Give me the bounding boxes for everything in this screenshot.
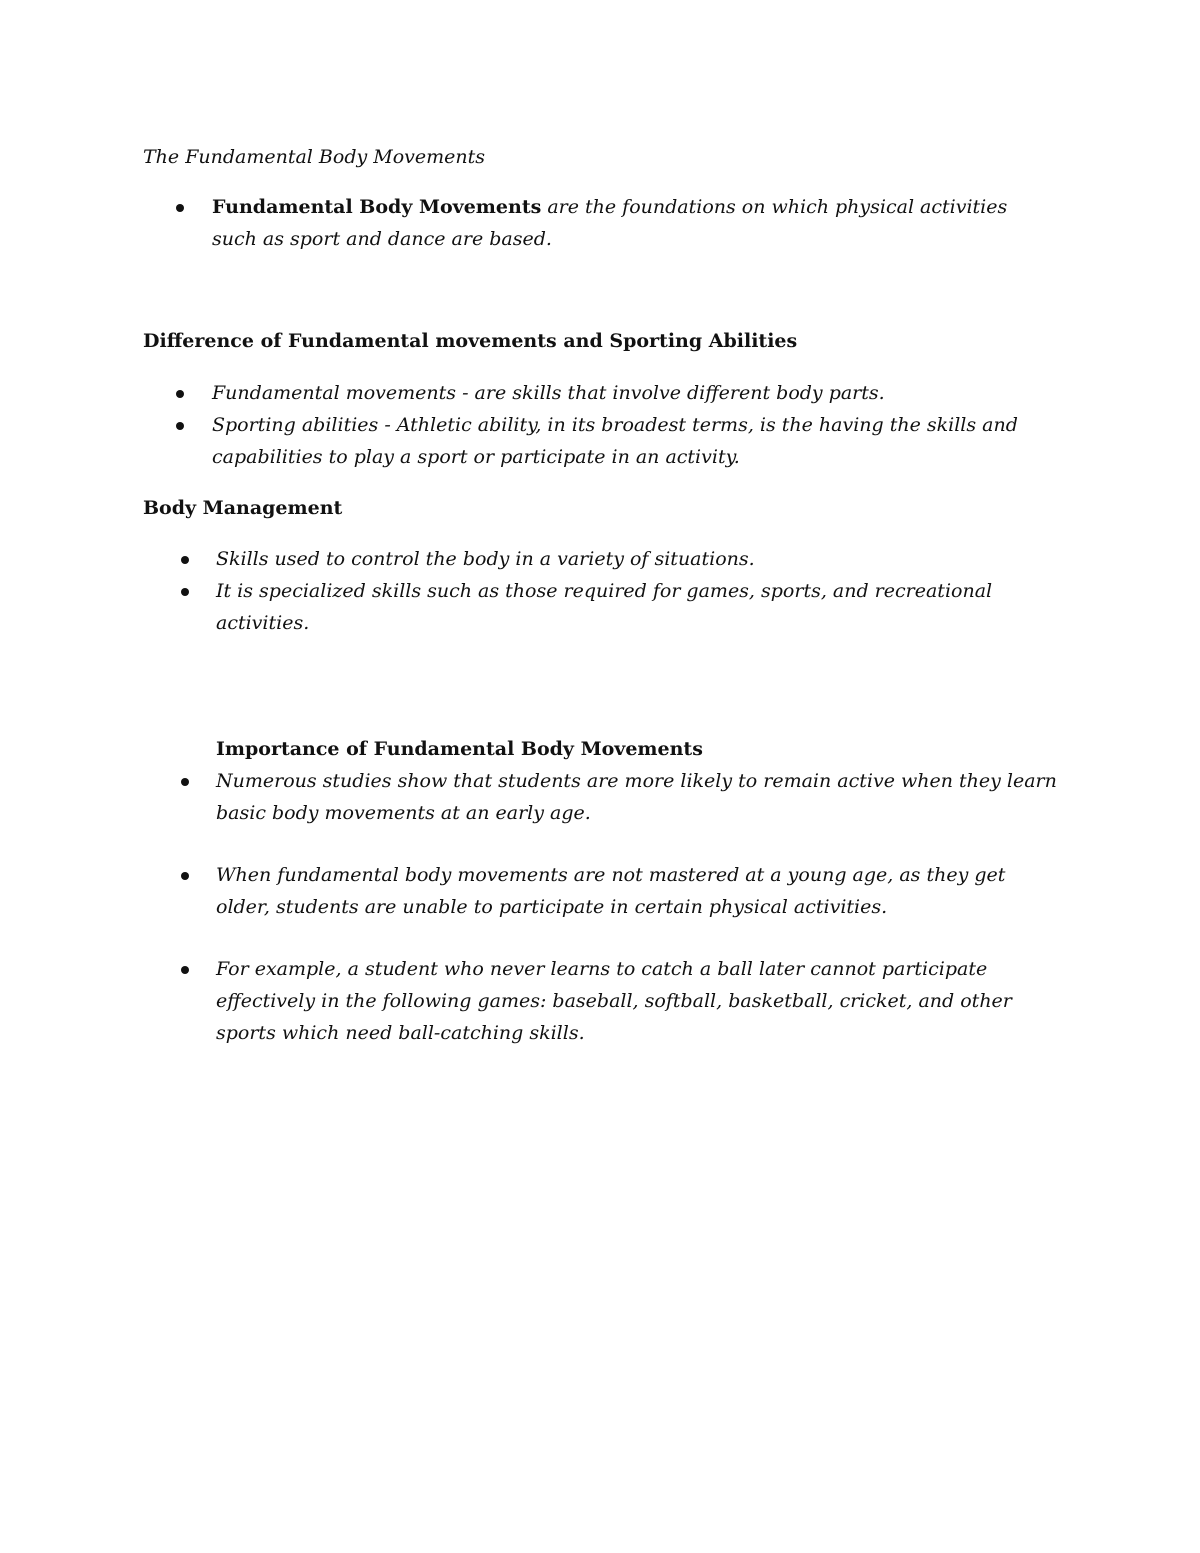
difference-item-2: Sporting abilities - Athletic ability, in its broadest terms, is the having the skills and capabilities to play a sport or participate in an activity. xyxy=(212,414,1018,468)
bullet-icon xyxy=(181,556,189,564)
list-item xyxy=(216,953,1026,1049)
list-item xyxy=(212,377,1042,409)
difference-list xyxy=(212,377,1042,473)
bullet-icon xyxy=(181,778,189,786)
body-management-list xyxy=(216,543,1016,639)
importance-item-3: For example, a student who never learns to catch a ball later cannot participate effectively in the following games: baseball, softball, basketball, cricket, and other sports which need ball-catching skills. xyxy=(216,958,1012,1044)
list-item xyxy=(216,765,1076,829)
bullet-icon xyxy=(181,872,189,880)
document-title: The Fundamental Body Movements xyxy=(143,146,486,168)
body-management-item-1: Skills used to control the body in a variety of situations. xyxy=(216,548,755,570)
intro-list xyxy=(212,191,1032,255)
body-management-item-2: It is specialized skills such as those required for games, sports, and recreational activities. xyxy=(216,580,993,634)
importance-item-1: Numerous studies show that students are more likely to remain active when they learn basic body movements at an early age. xyxy=(216,770,1057,824)
list-item xyxy=(216,859,1026,923)
bullet-icon xyxy=(176,422,184,430)
list-item xyxy=(212,409,1042,473)
list-item xyxy=(216,575,1016,639)
list-item xyxy=(212,191,1032,255)
bullet-icon xyxy=(176,390,184,398)
difference-item-1: Fundamental movements - are skills that involve different body parts. xyxy=(212,382,885,404)
list-item xyxy=(216,543,1016,575)
importance-item-2: When fundamental body movements are not mastered at a young age, as they get older, students are unable to participate in certain physical activities. xyxy=(216,864,1006,918)
body-management-heading: Body Management xyxy=(143,497,343,519)
difference-heading: Difference of Fundamental movements and Sporting Abilities xyxy=(143,330,798,352)
importance-list xyxy=(216,765,1076,1049)
bullet-icon xyxy=(176,204,184,212)
intro-text: are the foundations on which physical activities such as sport and dance are based. xyxy=(212,196,1008,250)
bullet-icon xyxy=(181,588,189,596)
intro-term: Fundamental Body Movements xyxy=(212,196,542,218)
importance-heading: Importance of Fundamental Body Movements xyxy=(216,738,703,760)
bullet-icon xyxy=(181,966,189,974)
